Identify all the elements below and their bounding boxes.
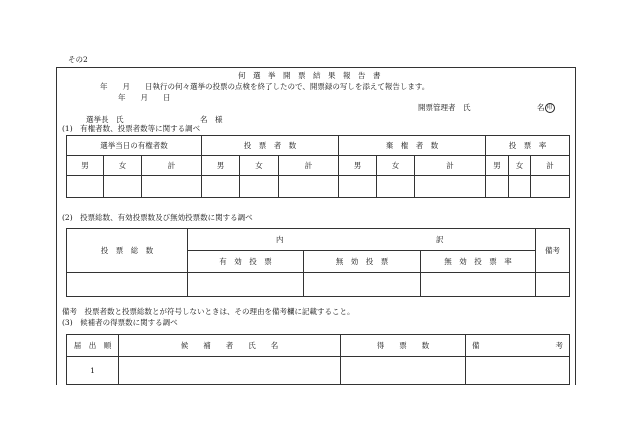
recipient-suffix: 名 様 bbox=[200, 115, 223, 124]
invalid-votes-label: 無 効 投 票 bbox=[304, 251, 421, 273]
manager-suffix bbox=[537, 103, 555, 113]
entry-cell[interactable] bbox=[142, 176, 202, 198]
header-eligible-voters: 選挙当日の有権者数 bbox=[67, 136, 202, 156]
subheader-male: 男 bbox=[339, 156, 377, 176]
invalid-rate-label: 無 効 投 票 率 bbox=[421, 251, 536, 273]
breakdown-label-1: 内 bbox=[188, 229, 304, 251]
entry-cell[interactable] bbox=[377, 176, 415, 198]
recipient-label: 選挙長 氏 bbox=[86, 115, 124, 124]
candidates-table bbox=[66, 334, 570, 385]
entry-cell[interactable] bbox=[509, 176, 531, 198]
entry-cell[interactable] bbox=[304, 273, 421, 297]
entry-cell[interactable] bbox=[536, 273, 570, 297]
subheader-total: 計 bbox=[415, 156, 486, 176]
entry-cell[interactable] bbox=[415, 176, 486, 198]
header-abstainers: 棄 権 者 数 bbox=[339, 136, 486, 156]
valid-votes-label: 有 効 投 票 bbox=[188, 251, 304, 273]
intro-text: 年 月 日執行の何々選挙の投票の点検を終了したので、開票録の写しを添えて報告します。 bbox=[100, 82, 430, 91]
page-label: その2 bbox=[68, 55, 88, 64]
entry-cell[interactable] bbox=[531, 176, 570, 198]
subheader-male: 男 bbox=[67, 156, 104, 176]
col-remarks-1: 備 bbox=[472, 341, 480, 350]
subheader-total: 計 bbox=[279, 156, 339, 176]
manager-suffix-text: 名 bbox=[537, 103, 545, 112]
entry-cell[interactable] bbox=[486, 176, 509, 198]
manager-label: 開票管理者 氏 bbox=[418, 103, 471, 112]
note-text: 備考 投票者数と投票総数とが符号しないときは、その理由を備考欄に記載すること。 bbox=[62, 307, 355, 316]
col-candidate-name: 候 補 者 氏 名 bbox=[119, 335, 341, 357]
col-remarks-2: 考 bbox=[555, 341, 563, 350]
voters-table bbox=[66, 135, 570, 198]
total-ballots-label: 投 票 総 数 bbox=[67, 229, 188, 273]
entry-cell[interactable] bbox=[104, 176, 142, 198]
col-remarks bbox=[466, 335, 570, 357]
row-number: 1 bbox=[67, 357, 119, 385]
remarks-label: 備考 bbox=[536, 229, 570, 273]
section3-heading: (3) 候補者の得票数に関する調べ bbox=[62, 318, 178, 327]
entry-cell[interactable] bbox=[279, 176, 339, 198]
col-votes: 得 票 数 bbox=[341, 335, 466, 357]
section2-heading: (2) 投票総数、有効投票数及び無効投票数に関する調べ bbox=[62, 213, 253, 222]
entry-cell[interactable] bbox=[421, 273, 536, 297]
entry-cell[interactable] bbox=[67, 176, 104, 198]
entry-cell[interactable] bbox=[466, 357, 570, 385]
subheader-female: 女 bbox=[104, 156, 142, 176]
breakdown-label-2: 訳 bbox=[421, 229, 536, 251]
subheader-total: 計 bbox=[531, 156, 570, 176]
date-line: 年 月 日 bbox=[118, 93, 171, 102]
header-turnout: 投 票 率 bbox=[486, 136, 570, 156]
report-title: 何 選 挙 開 票 結 果 報 告 書 bbox=[238, 71, 381, 80]
ballots-table bbox=[66, 228, 570, 297]
header-voters: 投 票 者 数 bbox=[202, 136, 339, 156]
entry-cell[interactable] bbox=[67, 273, 188, 297]
subheader-male: 男 bbox=[202, 156, 240, 176]
subheader-total: 計 bbox=[142, 156, 202, 176]
section1-heading: (1) 有権者数、投票者数等に関する調べ bbox=[62, 124, 201, 133]
entry-cell[interactable] bbox=[119, 357, 341, 385]
entry-cell[interactable] bbox=[188, 273, 304, 297]
subheader-male: 男 bbox=[486, 156, 509, 176]
seal-icon: 印 bbox=[546, 104, 553, 111]
entry-cell[interactable] bbox=[240, 176, 279, 198]
breakdown-spacer bbox=[304, 229, 421, 251]
entry-cell[interactable] bbox=[341, 357, 466, 385]
entry-cell[interactable] bbox=[339, 176, 377, 198]
subheader-female: 女 bbox=[377, 156, 415, 176]
col-filing-order: 届 出 順 bbox=[67, 335, 119, 357]
entry-cell[interactable] bbox=[202, 176, 240, 198]
subheader-female: 女 bbox=[240, 156, 279, 176]
subheader-female: 女 bbox=[509, 156, 531, 176]
